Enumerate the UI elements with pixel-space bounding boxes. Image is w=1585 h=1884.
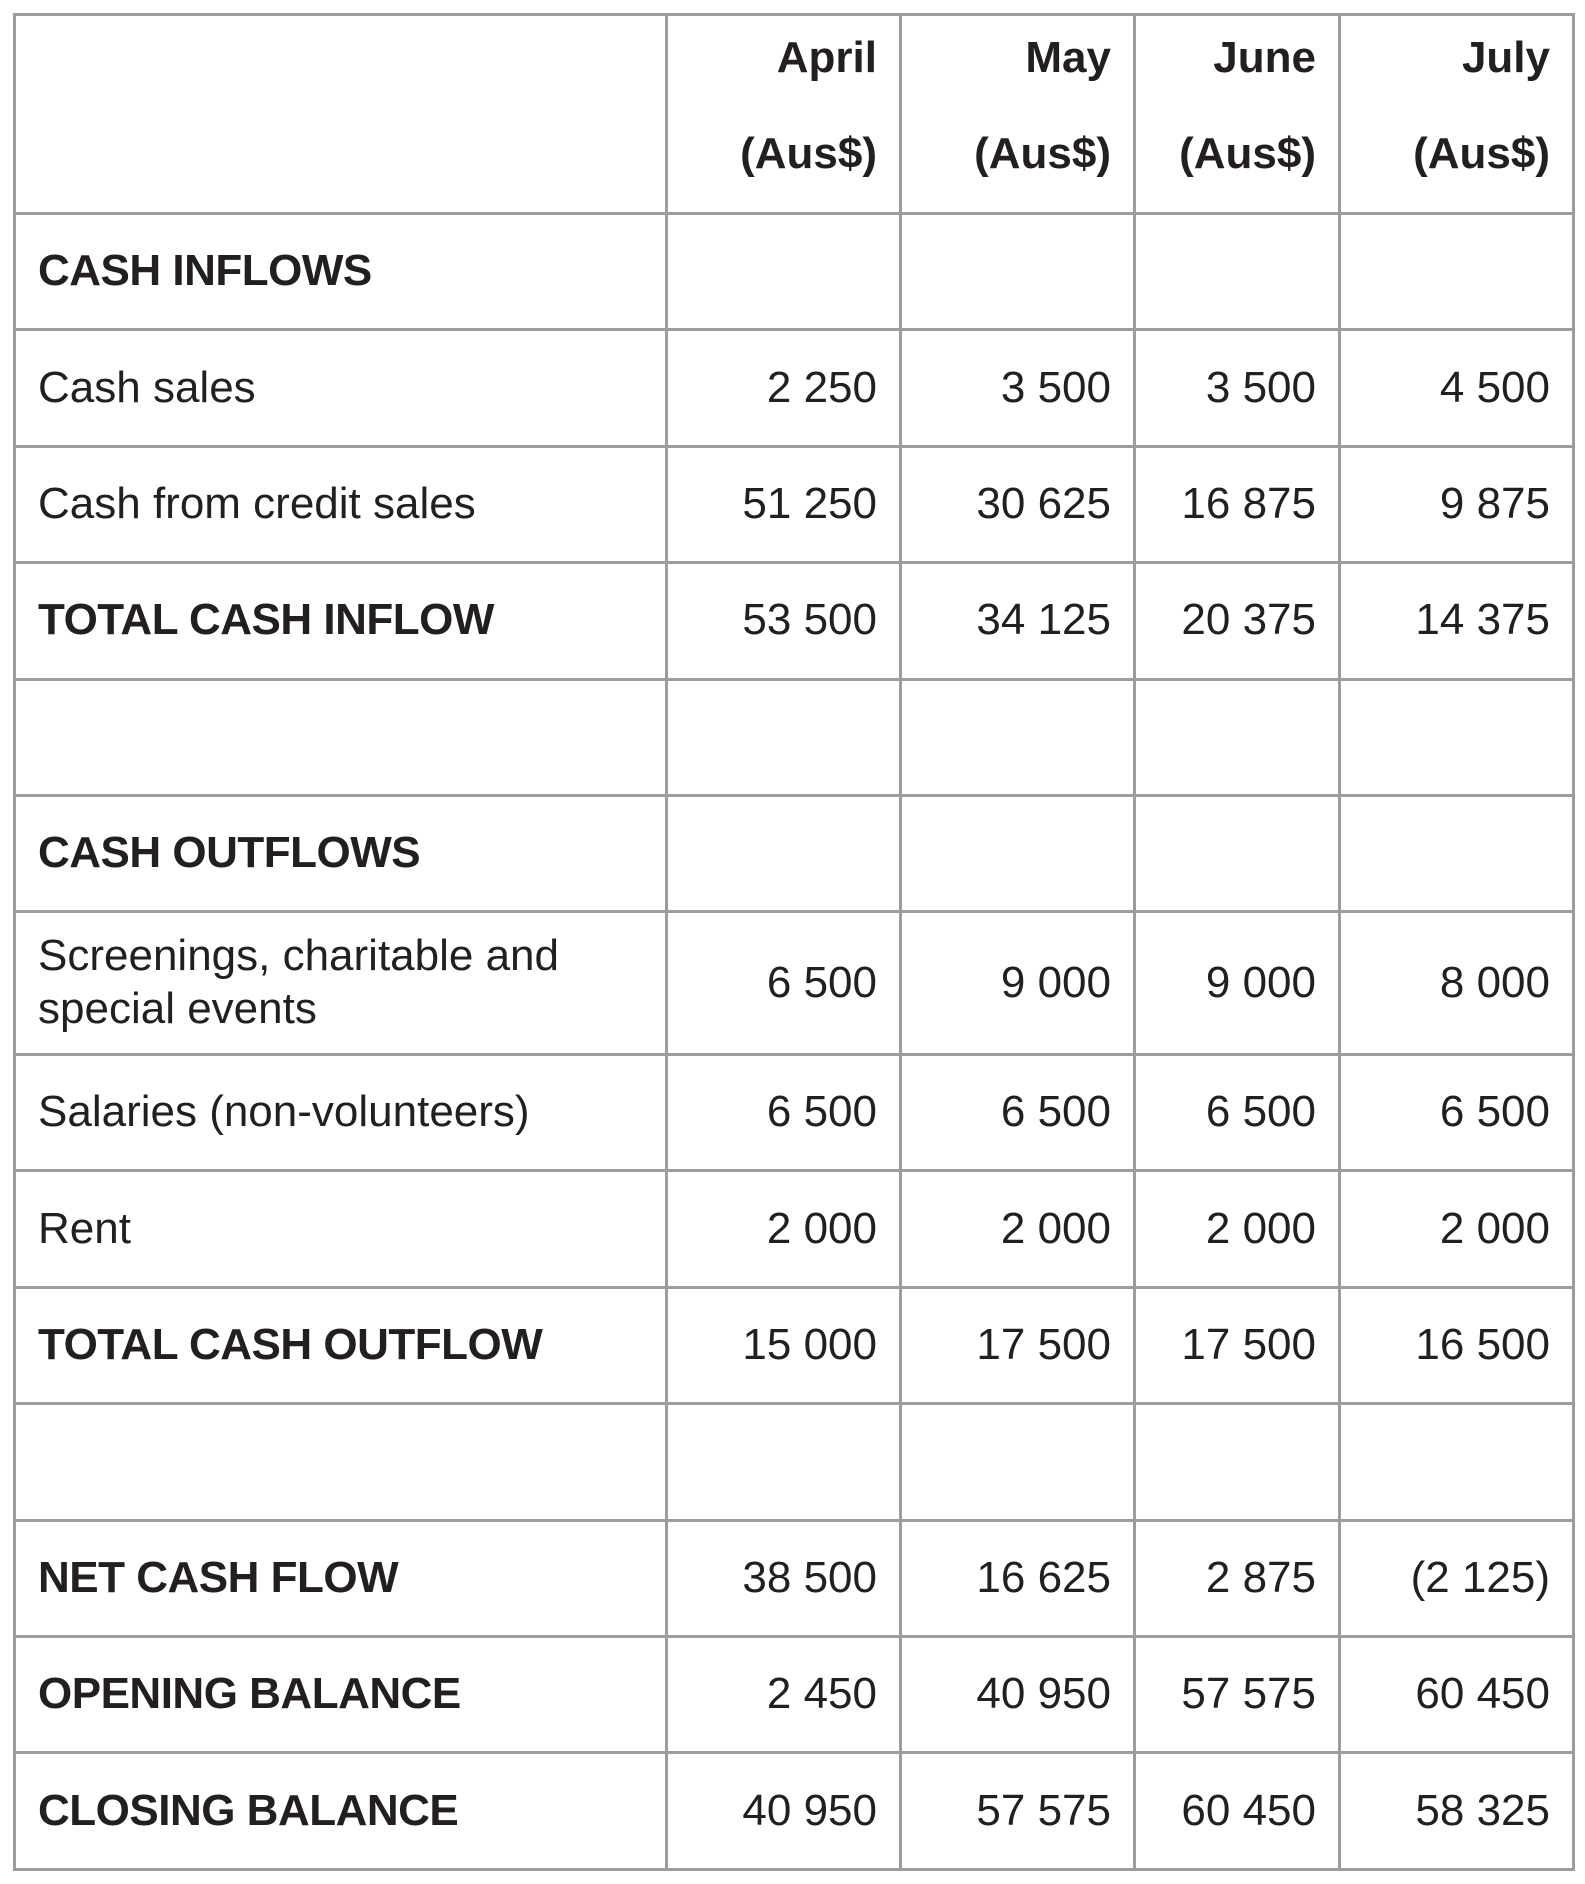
row-label — [15, 679, 667, 795]
cell-april — [667, 795, 901, 911]
row-salaries — [15, 1055, 1574, 1171]
row-total-cash-inflow — [15, 563, 1574, 679]
cell-may: 6 500 — [901, 1055, 1135, 1171]
cell-april: 6 500 — [667, 912, 901, 1055]
column-header-april — [667, 15, 901, 214]
cell-may: 34 125 — [901, 563, 1135, 679]
cell-may — [901, 795, 1135, 911]
cell-june: 60 450 — [1135, 1753, 1340, 1870]
row-screenings-charitable-special-events — [15, 912, 1574, 1055]
cell-april: 2 450 — [667, 1637, 901, 1753]
currency-unit: (Aus$) — [740, 129, 877, 178]
cell-may: 57 575 — [901, 1753, 1135, 1870]
cell-june: 20 375 — [1135, 563, 1340, 679]
row-label: CASH INFLOWS — [15, 214, 667, 330]
cell-april: 51 250 — [667, 446, 901, 562]
cell-june: 9 000 — [1135, 912, 1340, 1055]
cell-april: 40 950 — [667, 1753, 901, 1870]
cell-april — [667, 679, 901, 795]
spacer-row — [15, 679, 1574, 795]
cell-june: 2 875 — [1135, 1520, 1340, 1636]
cell-may: 3 500 — [901, 330, 1135, 446]
cell-may: 17 500 — [901, 1287, 1135, 1403]
cell-july: 8 000 — [1340, 912, 1574, 1055]
cell-june — [1135, 679, 1340, 795]
row-label — [15, 1404, 667, 1520]
row-label: Cash from credit sales — [15, 446, 667, 562]
cell-july — [1340, 795, 1574, 911]
row-cash-from-credit-sales — [15, 446, 1574, 562]
month-name: April — [776, 33, 877, 82]
cell-june: 6 500 — [1135, 1055, 1340, 1171]
currency-unit: (Aus$) — [974, 129, 1111, 178]
cell-july — [1340, 214, 1574, 330]
cell-may: 30 625 — [901, 446, 1135, 562]
currency-unit: (Aus$) — [1179, 129, 1316, 178]
header-row — [15, 15, 1574, 214]
cell-july: (2 125) — [1340, 1520, 1574, 1636]
cell-june — [1135, 214, 1340, 330]
row-closing-balance — [15, 1753, 1574, 1870]
cell-july: 4 500 — [1340, 330, 1574, 446]
cell-july: 2 000 — [1340, 1171, 1574, 1287]
month-name: June — [1213, 33, 1316, 82]
cell-june — [1135, 795, 1340, 911]
cash-flow-forecast — [13, 13, 1572, 1871]
cell-april — [667, 1404, 901, 1520]
row-label: NET CASH FLOW — [15, 1520, 667, 1636]
row-label: TOTAL CASH OUTFLOW — [15, 1287, 667, 1403]
row-label: TOTAL CASH INFLOW — [15, 563, 667, 679]
section-heading-cash-inflows — [15, 214, 1574, 330]
cell-july: 58 325 — [1340, 1753, 1574, 1870]
section-heading-cash-outflows — [15, 795, 1574, 911]
cell-july — [1340, 1404, 1574, 1520]
column-header-june — [1135, 15, 1340, 214]
cell-april: 15 000 — [667, 1287, 901, 1403]
cell-may: 2 000 — [901, 1171, 1135, 1287]
month-name: May — [1025, 33, 1111, 82]
cash-flow-table — [13, 13, 1575, 1871]
cell-june: 57 575 — [1135, 1637, 1340, 1753]
cell-april: 2 250 — [667, 330, 901, 446]
cell-july — [1340, 679, 1574, 795]
header-label-cell — [15, 15, 667, 214]
row-opening-balance — [15, 1637, 1574, 1753]
row-label: Cash sales — [15, 330, 667, 446]
cell-may: 40 950 — [901, 1637, 1135, 1753]
row-cash-sales — [15, 330, 1574, 446]
cell-may — [901, 214, 1135, 330]
cell-april — [667, 214, 901, 330]
cell-june: 3 500 — [1135, 330, 1340, 446]
cell-april: 6 500 — [667, 1055, 901, 1171]
row-net-cash-flow — [15, 1520, 1574, 1636]
row-label: CASH OUTFLOWS — [15, 795, 667, 911]
cell-june — [1135, 1404, 1340, 1520]
row-label: CLOSING BALANCE — [15, 1753, 667, 1870]
cell-may: 16 625 — [901, 1520, 1135, 1636]
column-header-july — [1340, 15, 1574, 214]
cell-july: 9 875 — [1340, 446, 1574, 562]
row-rent — [15, 1171, 1574, 1287]
month-name: July — [1461, 33, 1550, 82]
row-total-cash-outflow — [15, 1287, 1574, 1403]
cell-june: 2 000 — [1135, 1171, 1340, 1287]
row-label: Salaries (non-volunteers) — [15, 1055, 667, 1171]
cell-april: 53 500 — [667, 563, 901, 679]
row-label: Rent — [15, 1171, 667, 1287]
row-label: OPENING BALANCE — [15, 1637, 667, 1753]
cell-june: 17 500 — [1135, 1287, 1340, 1403]
spacer-row — [15, 1404, 1574, 1520]
cell-may — [901, 1404, 1135, 1520]
currency-unit: (Aus$) — [1413, 129, 1550, 178]
column-header-may — [901, 15, 1135, 214]
cell-may: 9 000 — [901, 912, 1135, 1055]
cell-july: 6 500 — [1340, 1055, 1574, 1171]
cell-may — [901, 679, 1135, 795]
cell-july: 60 450 — [1340, 1637, 1574, 1753]
cell-june: 16 875 — [1135, 446, 1340, 562]
cell-april: 38 500 — [667, 1520, 901, 1636]
cell-july: 14 375 — [1340, 563, 1574, 679]
cell-july: 16 500 — [1340, 1287, 1574, 1403]
row-label: Screenings, charitable and special events — [15, 912, 667, 1055]
cell-april: 2 000 — [667, 1171, 901, 1287]
